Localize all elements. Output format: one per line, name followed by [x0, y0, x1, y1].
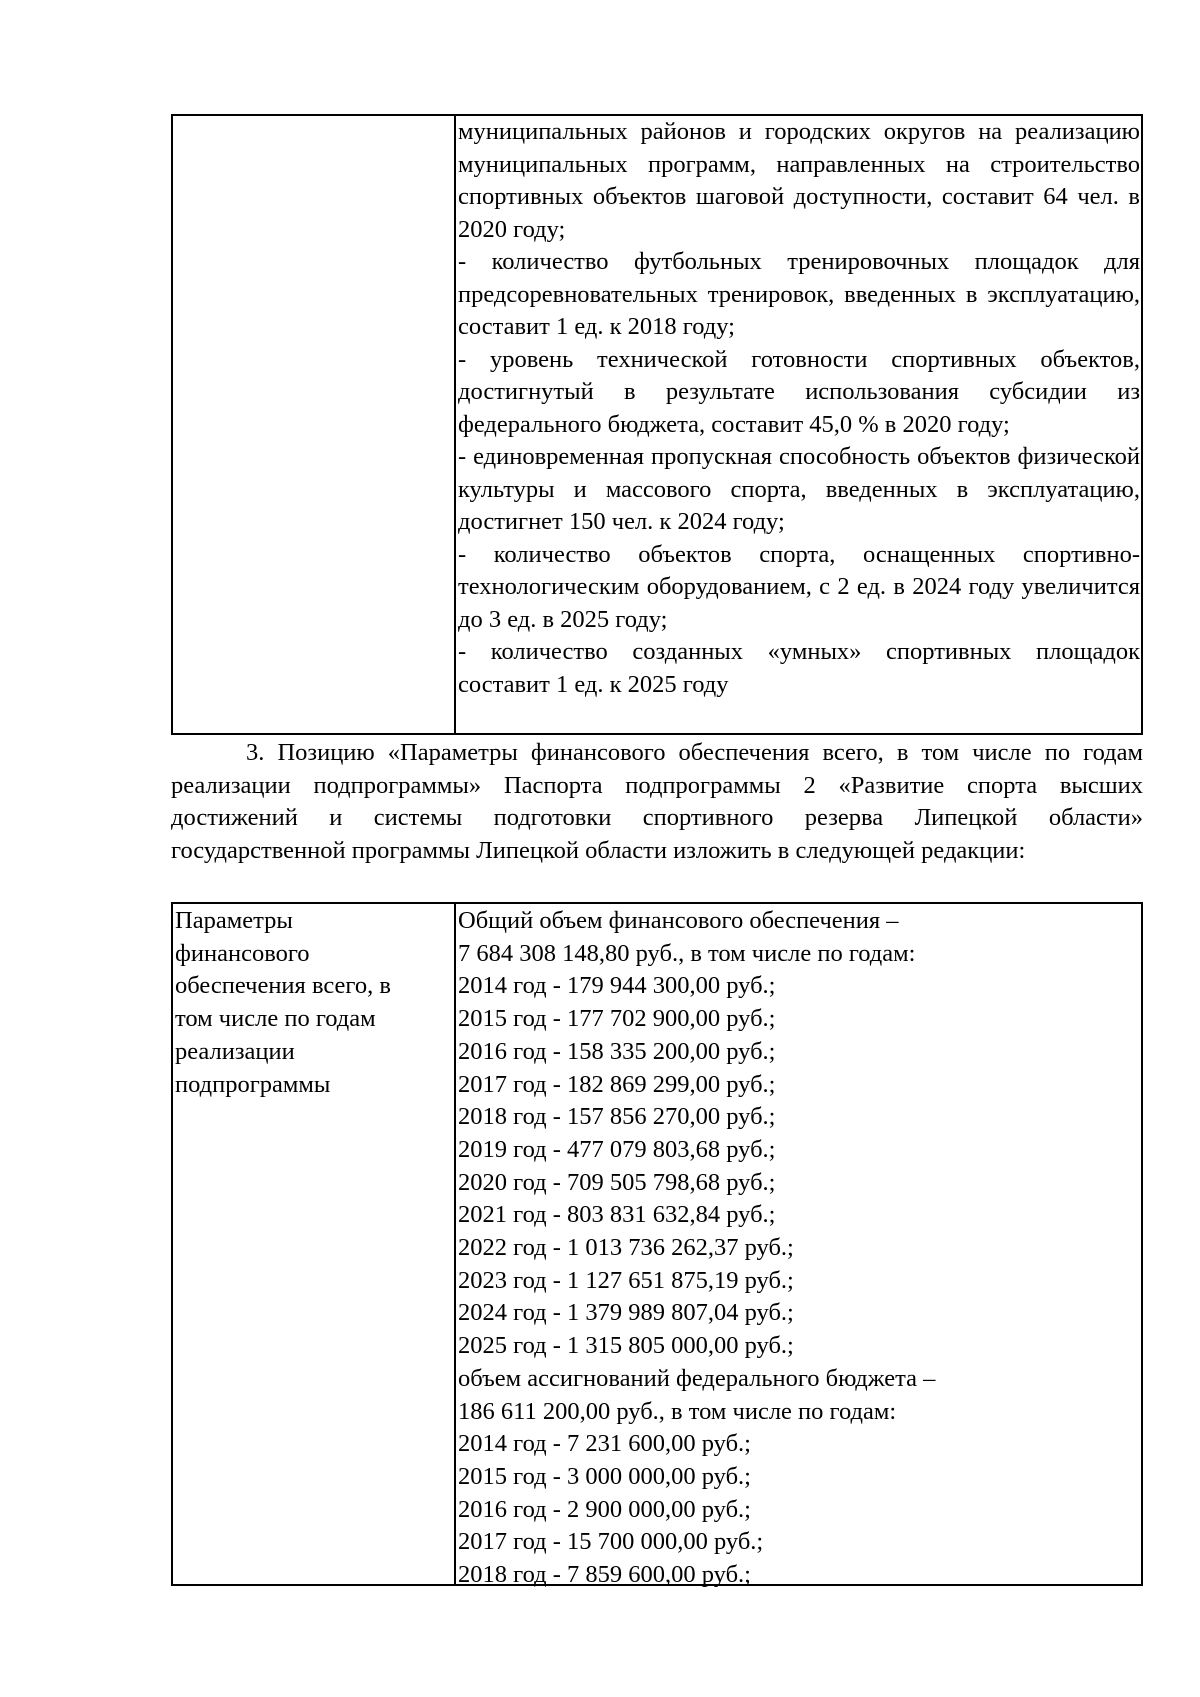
financing-line: 2022 год - 1 013 736 262,37 руб.;	[458, 1234, 794, 1262]
financing-line: 2016 год - 2 900 000,00 руб.;	[458, 1495, 751, 1523]
financing-line: 2025 год - 1 315 805 000,00 руб.;	[458, 1332, 794, 1360]
target-item: муниципальных районов и городских округов на реализацию муниципальных программ, направленных на строительство спортивных объектов шаговой доступности, составит 64 чел. в 2020 году;	[458, 118, 1140, 243]
target-item: - количество объектов спорта, оснащенных спортивно-технологическим оборудованием, с 2 ед. в 2024 году увеличится до 3 ед. в 2025 году;	[458, 540, 1140, 633]
target-item: - количество созданных «умных» спортивных площадок составит 1 ед. к 2025 году	[458, 638, 1140, 698]
financing-line: 2015 год - 177 702 900,00 руб.;	[458, 1005, 776, 1033]
target-item: - единовременная пропускная способность объектов физической культуры и массового спорта, введенных в эксплуатацию, достигнет 150 чел. к 2024 году;	[458, 443, 1140, 535]
label-line: реализации	[175, 1037, 295, 1065]
financing-line: 7 684 308 148,80 руб., в том числе по годам:	[458, 939, 916, 967]
financing-line: 2024 год - 1 379 989 807,04 руб.;	[458, 1299, 794, 1327]
financing-line: 2016 год - 158 335 200,00 руб.;	[458, 1037, 776, 1065]
financing-line: 2014 год - 179 944 300,00 руб.;	[458, 972, 776, 1000]
financing-table-label-cell	[173, 904, 456, 1584]
financing-line: 2015 год - 3 000 000,00 руб.;	[458, 1462, 751, 1490]
target-item: - количество футбольных тренировочных площадок для предсоревновательных тренировок, введенных в эксплуатацию, составит 1 ед. к 2018 году;	[458, 248, 1140, 340]
target-item: - уровень технической готовности спортивных объектов, достигнутый в результате использования субсидии из федерального бюджета, составит 45,0 % в 2020 году;	[458, 345, 1140, 438]
financing-line: 2018 год - 7 859 600,00 руб.;	[458, 1561, 751, 1589]
label-line: Параметры	[175, 907, 293, 934]
financing-line: 2018 год - 157 856 270,00 руб.;	[458, 1103, 776, 1131]
amendment-paragraph-text: 3. Позицию «Параметры финансового обеспечения всего, в том числе по годам реализации подпрограммы» Паспорта подпрограммы 2 «Развитие спорта высших достижений и системы подготовки спортивного резерва Липецкой области» государственной программы Липецкой области изложить в следующей редакции:	[171, 739, 1143, 864]
financing-line: 2020 год - 709 505 798,68 руб.;	[458, 1168, 776, 1196]
label-line: финансового	[175, 939, 310, 967]
financing-line: 2017 год - 182 869 299,00 руб.;	[458, 1070, 776, 1098]
financing-table	[171, 902, 1143, 1589]
label-line: обеспечения всего, в	[175, 972, 391, 1000]
financing-line: объем ассигнований федерального бюджета –	[458, 1364, 936, 1392]
label-line: том числе по годам	[175, 1005, 376, 1033]
financing-line: Общий объем финансового обеспечения –	[458, 907, 899, 934]
targets-table-left-cell	[173, 116, 456, 733]
financing-line: 2017 год - 15 700 000,00 руб.;	[458, 1528, 764, 1556]
label-line: подпрограммы	[175, 1070, 331, 1098]
financing-line: 2023 год - 1 127 651 875,19 руб.;	[458, 1266, 794, 1294]
financing-line: 2014 год - 7 231 600,00 руб.;	[458, 1430, 751, 1458]
amendment-paragraph	[171, 737, 1143, 867]
financing-line: 186 611 200,00 руб., в том числе по годам:	[458, 1397, 897, 1425]
financing-table-values-cell	[456, 904, 1141, 1589]
targets-table-right-cell	[456, 116, 1141, 733]
financing-line: 2019 год - 477 079 803,68 руб.;	[458, 1135, 776, 1163]
financing-line: 2021 год - 803 831 632,84 руб.;	[458, 1201, 776, 1229]
targets-table	[171, 114, 1143, 735]
